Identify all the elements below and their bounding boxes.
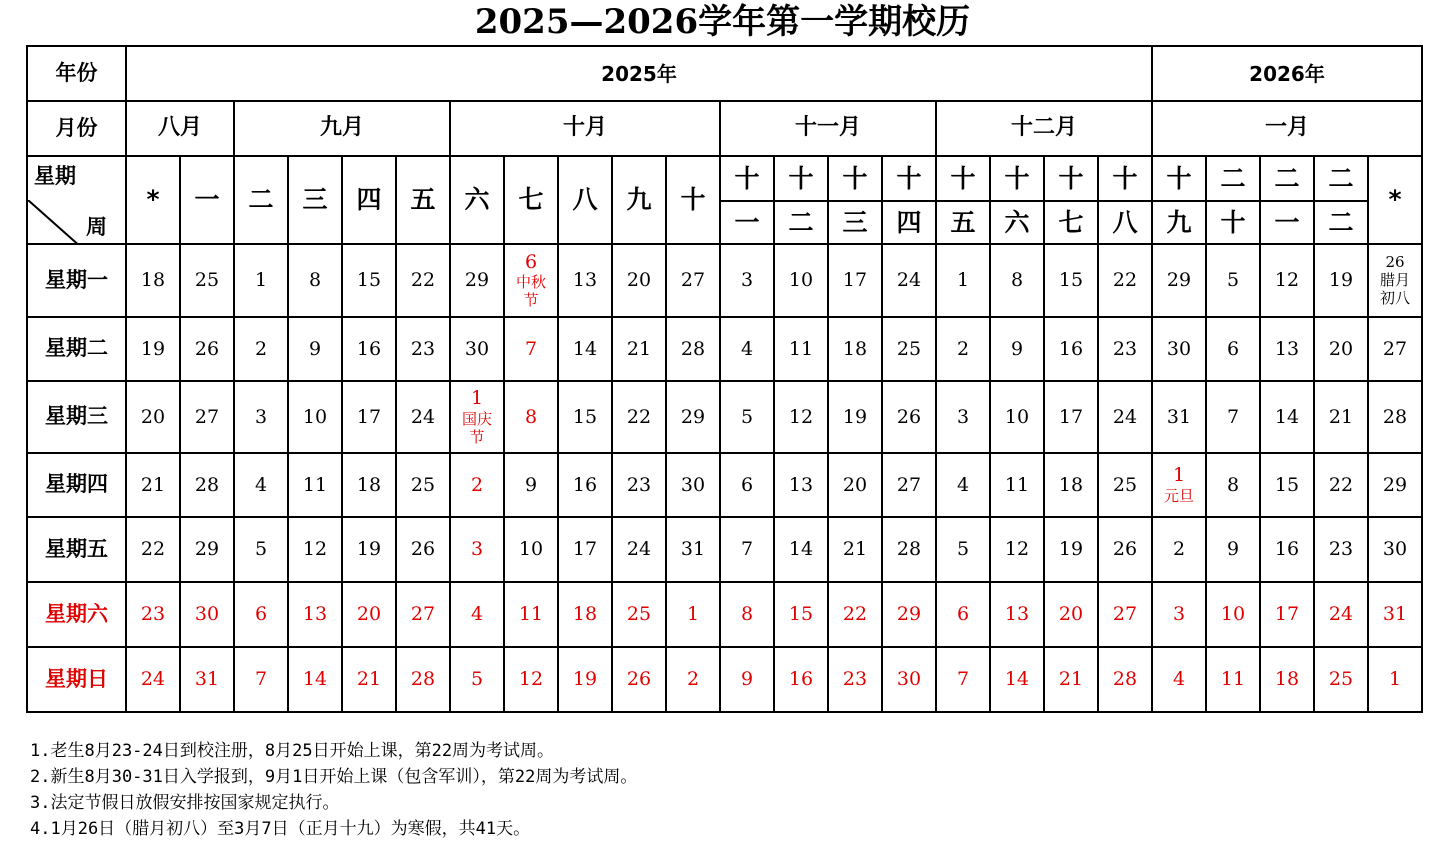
date-cell: 2 [666,647,720,712]
week-number-cell [882,156,936,244]
date-cell: 26 [180,317,234,381]
week-axis-label: 周 [86,215,107,239]
week-number-top: 二 [1207,158,1259,202]
date-cell: 20 [1044,582,1098,647]
date-cell: 23 [612,453,666,517]
date-cell: 12 [990,517,1044,582]
weekday-label: 星期二 [27,317,126,381]
date-cell: 17 [1044,381,1098,453]
date-cell: 23 [1314,517,1368,582]
date-cell: 30 [1152,317,1206,381]
date-cell: 18 [126,244,180,317]
week-number-cell: 十 [666,156,720,244]
week-number-bottom: 八 [1112,207,1138,237]
date-cell: 12 [288,517,342,582]
date-cell: 1 [666,582,720,647]
date-cell: 29 [180,517,234,582]
week-number-top: 十 [721,158,773,202]
date-cell: 9 [1206,517,1260,582]
weekday-row [27,453,1422,517]
date-cell: 28 [180,453,234,517]
week-number-top: 二 [1315,158,1367,202]
date-cell: 16 [774,647,828,712]
month-sep: 九月 [234,101,450,156]
week-number-bottom: 三 [842,207,868,237]
date-cell: 4 [234,453,288,517]
date-cell: 11 [288,453,342,517]
date-cell: 27 [396,582,450,647]
date-cell: 24 [396,381,450,453]
date-cell: 22 [1098,244,1152,317]
date-cell: 24 [126,647,180,712]
date-cell: 11 [774,317,828,381]
date-cell: 20 [1314,317,1368,381]
date-cell: 23 [1098,317,1152,381]
date-cell: 10 [990,381,1044,453]
week-number-cell: 三 [288,156,342,244]
date-cell: 8 [1206,453,1260,517]
date-cell: 1 [234,244,288,317]
date-cell: 24 [1314,582,1368,647]
date-cell: 18 [342,453,396,517]
week-number-bottom: 六 [1004,207,1030,237]
date-cell: 19 [558,647,612,712]
weekday-label: 星期三 [27,381,126,453]
date-cell: 25 [612,582,666,647]
month-nov: 十一月 [720,101,936,156]
week-number-cell: 七 [504,156,558,244]
date-cell: 19 [828,381,882,453]
month-dec: 十二月 [936,101,1152,156]
week-number-cell: * [126,156,180,244]
date-cell: 31 [666,517,720,582]
week-row [27,156,1422,244]
weekday-axis-label: 星期 [34,163,76,188]
date-cell: 25 [1098,453,1152,517]
date-cell: 6 [234,582,288,647]
date-cell: 13 [774,453,828,517]
date-cell: 22 [828,582,882,647]
week-number-top: 十 [883,158,935,202]
date-cell: 10 [1206,582,1260,647]
week-number-top: 十 [829,158,881,202]
notes [30,738,637,842]
date-cell: 31 [180,647,234,712]
weekday-row [27,582,1422,647]
date-cell: 25 [180,244,234,317]
note-item: 2.新生8月30-31日入学报到，9月1日开始上课（包含军训），第22周为考试周。 [30,767,638,787]
date-cell: 15 [558,381,612,453]
date-cell: 27 [882,453,936,517]
week-number-cell [774,156,828,244]
date-cell: 22 [396,244,450,317]
date-cell: 21 [612,317,666,381]
weekday-label: 星期日 [27,647,126,712]
date-cell: 15 [1044,244,1098,317]
date-cell: 26 [1098,517,1152,582]
date-cell [1368,244,1422,317]
date-cell: 19 [342,517,396,582]
date-cell: 28 [1368,381,1422,453]
weekday-row [27,381,1422,453]
date-cell: 23 [396,317,450,381]
month-oct: 十月 [450,101,720,156]
date-cell: 17 [558,517,612,582]
date-cell: 18 [1044,453,1098,517]
date-cell: 21 [126,453,180,517]
weekday-label: 星期一 [27,244,126,317]
date-cell [1152,453,1206,517]
date-cell: 6 [936,582,990,647]
month-jan: 一月 [1152,101,1422,156]
date-cell: 4 [450,582,504,647]
date-cell: 9 [288,317,342,381]
date-number: 1 [1172,464,1186,487]
date-cell: 25 [396,453,450,517]
note-item: 4.1月26日（腊月初八）至3月7日（正月十九）为寒假，共41天。 [30,819,531,839]
week-number-top: 十 [1153,158,1205,202]
week-number-top: 十 [1045,158,1097,202]
week-number-cell: 八 [558,156,612,244]
date-cell: 5 [936,517,990,582]
week-number-cell [936,156,990,244]
date-cell: 2 [936,317,990,381]
week-number-bottom: 一 [734,207,760,237]
date-cell: 9 [720,647,774,712]
date-cell: 3 [450,517,504,582]
date-cell: 21 [342,647,396,712]
date-cell: 28 [666,317,720,381]
week-number-cell [990,156,1044,244]
date-cell: 18 [558,582,612,647]
date-cell: 21 [828,517,882,582]
date-cell: 2 [1152,517,1206,582]
date-cell: 7 [1206,381,1260,453]
date-cell: 5 [1206,244,1260,317]
date-cell: 29 [882,582,936,647]
date-cell: 14 [288,647,342,712]
date-cell: 25 [882,317,936,381]
weekday-label: 星期四 [27,453,126,517]
date-cell: 27 [1098,582,1152,647]
date-cell: 23 [126,582,180,647]
week-number-cell [1098,156,1152,244]
month-aug: 八月 [126,101,234,156]
date-cell: 11 [1206,647,1260,712]
date-cell: 28 [1098,647,1152,712]
date-cell: 24 [612,517,666,582]
week-number-cell: 一 [180,156,234,244]
date-cell: 8 [504,381,558,453]
date-cell: 22 [1314,453,1368,517]
date-cell: 6 [720,453,774,517]
date-cell: 12 [774,381,828,453]
date-cell: 26 [396,517,450,582]
date-cell: 3 [936,381,990,453]
year-2026: 2026年 [1152,46,1422,101]
date-cell: 16 [1260,517,1314,582]
date-cell: 29 [450,244,504,317]
date-cell: 20 [828,453,882,517]
date-cell: 29 [1152,244,1206,317]
date-cell: 12 [1260,244,1314,317]
week-number-cell [1314,156,1368,244]
date-cell: 11 [990,453,1044,517]
date-cell: 20 [612,244,666,317]
date-cell: 24 [882,244,936,317]
date-cell: 7 [504,317,558,381]
date-cell: 14 [990,647,1044,712]
date-cell: 10 [504,517,558,582]
date-cell: 30 [450,317,504,381]
date-cell: 22 [612,381,666,453]
week-number-cell: 四 [342,156,396,244]
week-number-top: 十 [1099,158,1151,202]
page-title: 2025—2026学年第一学期校历 [474,2,971,42]
week-number-cell: * [1368,156,1422,244]
week-number-bottom: 二 [1328,207,1354,237]
date-cell: 12 [504,647,558,712]
weekday-label: 星期五 [27,517,126,582]
date-cell: 28 [882,517,936,582]
week-number-bottom: 十 [1220,207,1246,237]
date-cell: 27 [666,244,720,317]
week-number-top: 十 [937,158,989,202]
weekday-row [27,244,1422,317]
week-number-bottom: 一 [1274,207,1300,237]
date-cell: 17 [342,381,396,453]
holiday-note: 腊月 [1379,271,1410,290]
date-cell: 7 [234,647,288,712]
date-cell: 16 [558,453,612,517]
date-cell: 8 [288,244,342,317]
date-cell: 3 [1152,582,1206,647]
date-cell: 27 [180,381,234,453]
date-cell: 18 [828,317,882,381]
date-cell: 15 [774,582,828,647]
date-cell: 16 [1044,317,1098,381]
date-cell: 8 [720,582,774,647]
week-number-cell: 九 [612,156,666,244]
holiday-note: 节 [469,427,485,446]
week-number-cell: 五 [396,156,450,244]
date-cell: 14 [558,317,612,381]
weekday-row [27,517,1422,582]
date-cell: 19 [1044,517,1098,582]
date-cell: 13 [288,582,342,647]
date-cell: 10 [288,381,342,453]
date-cell: 5 [450,647,504,712]
date-cell: 8 [990,244,1044,317]
note-item: 3.法定节假日放假安排按国家规定执行。 [30,793,340,813]
date-cell: 16 [342,317,396,381]
date-cell: 26 [612,647,666,712]
week-number-bottom: 二 [788,207,814,237]
date-cell: 10 [774,244,828,317]
date-cell: 24 [1098,381,1152,453]
week-number-top: 二 [1261,158,1313,202]
date-cell: 19 [126,317,180,381]
date-cell: 9 [504,453,558,517]
date-cell [450,381,504,453]
date-cell: 4 [936,453,990,517]
date-cell: 14 [1260,381,1314,453]
date-cell: 20 [342,582,396,647]
date-cell: 23 [828,647,882,712]
holiday-note: 节 [523,291,539,310]
week-number-top: 十 [991,158,1043,202]
date-cell: 26 [882,381,936,453]
weekday-row [27,317,1422,381]
date-cell: 20 [126,381,180,453]
date-cell: 25 [1314,647,1368,712]
date-cell: 9 [990,317,1044,381]
week-number-bottom: 七 [1058,207,1084,237]
date-cell: 3 [720,244,774,317]
date-cell: 13 [990,582,1044,647]
week-number-bottom: 五 [950,207,976,237]
date-cell: 30 [1368,517,1422,582]
date-cell: 28 [396,647,450,712]
date-cell: 21 [1044,647,1098,712]
year-header: 年份 [27,46,126,101]
date-number: 6 [524,250,538,273]
date-cell: 5 [234,517,288,582]
date-cell: 14 [774,517,828,582]
week-number-bottom: 四 [896,207,922,237]
date-number: 26 [1385,252,1405,271]
holiday-note: 元旦 [1163,486,1194,505]
date-cell: 7 [936,647,990,712]
week-number-cell [720,156,774,244]
holiday-note: 初八 [1379,289,1410,308]
week-number-cell [1206,156,1260,244]
week-number-cell [1152,156,1206,244]
date-cell: 18 [1260,647,1314,712]
date-cell: 17 [828,244,882,317]
date-cell: 4 [720,317,774,381]
date-cell: 15 [1260,453,1314,517]
holiday-note: 中秋 [515,273,546,292]
weekday-label: 星期六 [27,582,126,647]
holiday-note: 国庆 [461,409,492,428]
week-number-cell [1260,156,1314,244]
date-cell: 13 [1260,317,1314,381]
year-2025: 2025年 [126,46,1152,101]
note-item: 1.老生8月23-24日到校注册，8月25日开始上课，第22周为考试周。 [30,741,555,761]
week-number-top: 十 [775,158,827,202]
date-cell: 30 [882,647,936,712]
date-cell: 29 [1368,453,1422,517]
week-number-cell: 六 [450,156,504,244]
date-cell: 27 [1368,317,1422,381]
date-cell: 7 [720,517,774,582]
date-cell: 1 [936,244,990,317]
diagonal-header-cell [27,156,126,244]
week-number-cell [1044,156,1098,244]
date-cell: 11 [504,582,558,647]
date-cell: 1 [1368,647,1422,712]
date-number: 1 [470,387,484,410]
date-cell: 2 [234,317,288,381]
month-header: 月份 [27,101,126,156]
date-cell: 5 [720,381,774,453]
date-cell: 17 [1260,582,1314,647]
date-cell: 22 [126,517,180,582]
weekday-row [27,647,1422,712]
date-cell: 4 [1152,647,1206,712]
date-cell: 3 [234,381,288,453]
calendar-table [26,45,1423,713]
date-cell [504,244,558,317]
date-cell: 30 [180,582,234,647]
date-cell: 6 [1206,317,1260,381]
date-cell: 30 [666,453,720,517]
date-cell: 2 [450,453,504,517]
date-cell: 29 [666,381,720,453]
week-number-cell [828,156,882,244]
month-row [27,101,1422,156]
date-cell: 31 [1152,381,1206,453]
date-cell: 21 [1314,381,1368,453]
date-cell: 31 [1368,582,1422,647]
week-number-cell: 二 [234,156,288,244]
date-cell: 13 [558,244,612,317]
date-cell: 15 [342,244,396,317]
date-cell: 19 [1314,244,1368,317]
year-row [27,46,1422,101]
diagonal-line [28,200,126,244]
week-number-bottom: 九 [1166,207,1192,237]
